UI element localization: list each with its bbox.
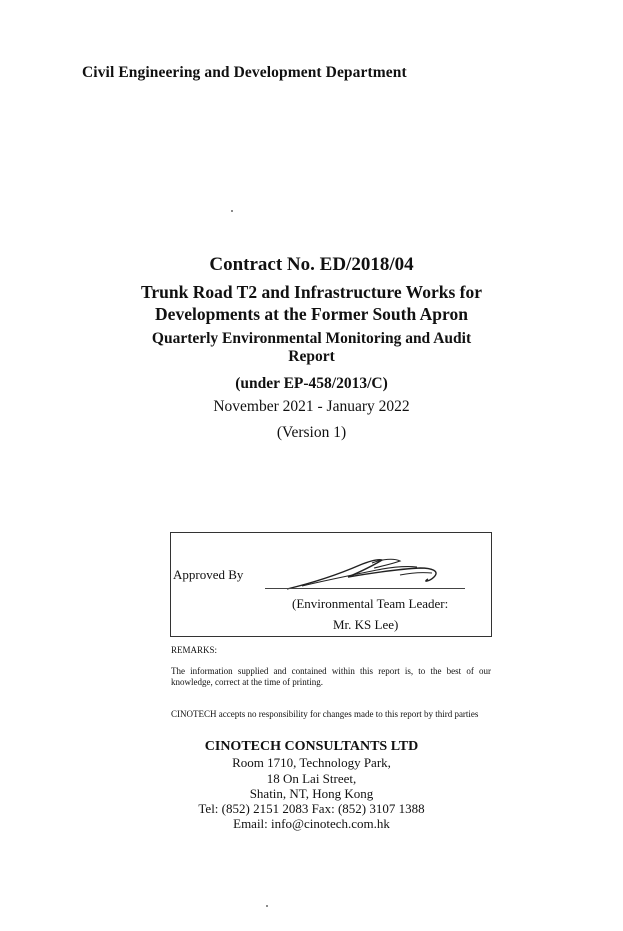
remarks-heading: REMARKS:: [171, 645, 218, 655]
company-email: Email: info@cinotech.com.hk: [233, 816, 390, 831]
report-subtitle-line2: Report: [288, 348, 335, 365]
approved-by-label: Approved By: [173, 567, 244, 582]
approver-role: (Environmental Team Leader:: [292, 596, 449, 611]
company-address-line3: Shatin, NT, Hong Kong: [249, 786, 374, 801]
company-name: CINOTECH CONSULTANTS LTD: [204, 739, 419, 754]
report-title-line1: Trunk Road T2 and Infrastructure Works for: [141, 282, 482, 302]
signature-line: [265, 588, 465, 589]
scan-speck: [266, 905, 268, 907]
remarks-text-accuracy: The information supplied and contained within this report is, to the best of our knowledge, correct at the time of printing.: [171, 666, 491, 687]
report-subtitle-line1: Quarterly Environmental Monitoring and Audit: [151, 330, 472, 347]
company-phone-fax: Tel: (852) 2151 2083 Fax: (852) 3107 1388: [198, 801, 425, 816]
scan-speck: [231, 210, 233, 212]
approver-name: Mr. KS Lee): [333, 617, 399, 632]
permit-reference: (under EP-458/2013/C): [235, 375, 388, 392]
department-name: Civil Engineering and Development Department: [82, 64, 407, 81]
remarks-text-liability: CINOTECH accepts no responsibility for changes made to this report by third parties: [171, 709, 479, 719]
reporting-period: November 2021 - January 2022: [213, 398, 410, 415]
company-address-line2: 18 On Lai Street,: [266, 771, 357, 786]
report-title-line2: Developments at the Former South Apron: [155, 304, 468, 324]
signature-image: [282, 553, 452, 593]
report-version: (Version 1): [276, 424, 347, 441]
company-address-line1: Room 1710, Technology Park,: [232, 755, 391, 770]
contract-number: Contract No. ED/2018/04: [209, 254, 414, 275]
